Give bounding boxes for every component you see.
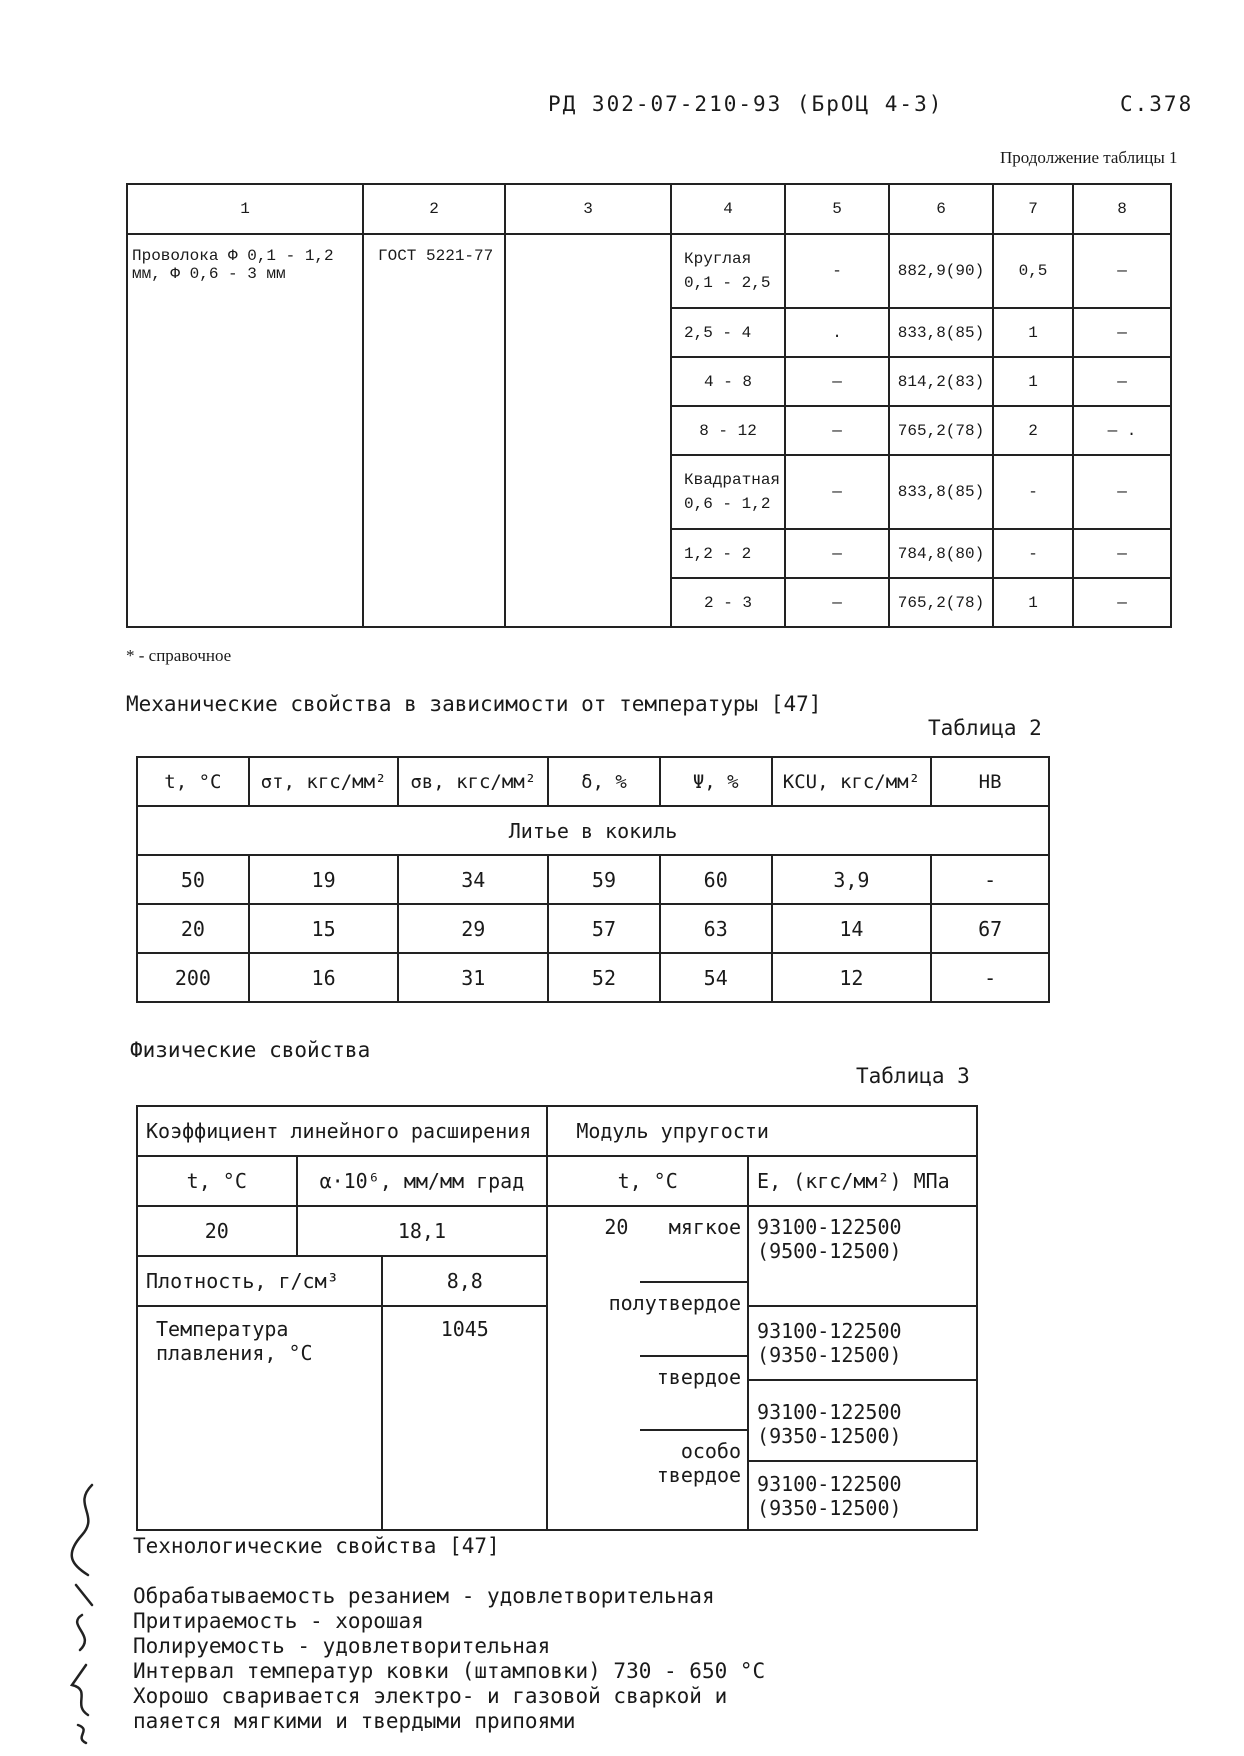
table1-cell: - bbox=[993, 455, 1073, 529]
table1-cell: 882,9(90) bbox=[889, 234, 993, 308]
table1-cell: - bbox=[993, 529, 1073, 578]
t-label: t, °С bbox=[137, 1156, 297, 1206]
table1-cell: 1 bbox=[993, 308, 1073, 357]
melting-value: 1045 bbox=[382, 1306, 547, 1530]
modulus-header: Модуль упругости bbox=[547, 1106, 977, 1156]
grade-value-kgf: (9500-12500) bbox=[757, 1239, 902, 1263]
grade-value: 93100-122500 bbox=[757, 1319, 902, 1343]
group-label: Литье в кокиль bbox=[137, 806, 1049, 855]
size-cell: Круглая 0,1 - 2,5 bbox=[671, 234, 785, 308]
table2-cell: 3,9 bbox=[772, 855, 932, 904]
size-cell: 2,5 - 4 bbox=[671, 308, 785, 357]
table1-header-row bbox=[127, 184, 1171, 234]
grade-value-cell bbox=[748, 1380, 977, 1530]
material-cell: Проволока Ф 0,1 - 1,2 мм, Ф 0,6 - 3 мм bbox=[127, 234, 363, 627]
t2-label: t, °С bbox=[547, 1156, 748, 1206]
table1-cell: - bbox=[785, 234, 889, 308]
grade-divider bbox=[640, 1355, 747, 1357]
handwritten-signature bbox=[52, 1475, 112, 1745]
table-row bbox=[137, 953, 1049, 1002]
grade-value-kgf: (9350-12500) bbox=[757, 1496, 902, 1520]
table1-cell: 814,2(83) bbox=[889, 357, 993, 406]
size-cell: 1,2 - 2 bbox=[671, 529, 785, 578]
table2-header-cell: НВ bbox=[931, 757, 1049, 806]
grade-label: твердое bbox=[656, 1365, 742, 1389]
t-value: 20 bbox=[137, 1206, 297, 1256]
table1-cell: 0,5 bbox=[993, 234, 1073, 308]
table-row bbox=[137, 1206, 977, 1256]
table2-cell: 15 bbox=[249, 904, 399, 953]
size-cell: 8 - 12 bbox=[671, 406, 785, 455]
table1-cell: 833,8(85) bbox=[889, 455, 993, 529]
table1-cell: 2 bbox=[993, 406, 1073, 455]
document-code: РД 302-07-210-93 (БрОЦ 4-3) bbox=[548, 92, 944, 116]
table1-cell: — bbox=[785, 357, 889, 406]
table3 bbox=[136, 1105, 978, 1531]
table2-caption: Таблица 2 bbox=[928, 716, 1042, 740]
grade-value: 93100-122500 bbox=[757, 1400, 902, 1424]
table2-header-cell: σв, кгс/мм² bbox=[398, 757, 548, 806]
tech-line: Хорошо сваривается электро- и газовой сваркой и bbox=[133, 1684, 728, 1708]
grade-value: 93100-122500 bbox=[757, 1215, 902, 1239]
table2-header-cell: KCU, кгс/мм² bbox=[772, 757, 932, 806]
table1-header-cell: 8 bbox=[1073, 184, 1171, 234]
table3-caption: Таблица 3 bbox=[856, 1064, 970, 1088]
table-row bbox=[137, 904, 1049, 953]
mech-section-title: Механические свойства в зависимости от температуры [47] bbox=[126, 692, 822, 716]
grade-label: полутвердое bbox=[608, 1291, 742, 1315]
size-cell: 2 - 3 bbox=[671, 578, 785, 627]
table1-cell: 1 bbox=[993, 357, 1073, 406]
density-value: 8,8 bbox=[382, 1256, 547, 1306]
empty-cell bbox=[505, 234, 671, 627]
e-label: Е, (кгс/мм²) МПа bbox=[748, 1156, 977, 1206]
tech-section-title: Технологические свойства [47] bbox=[133, 1534, 500, 1558]
table1-cell: 1 bbox=[993, 578, 1073, 627]
grade-value: 93100-122500 bbox=[757, 1472, 902, 1496]
grade-divider bbox=[640, 1281, 747, 1283]
table1-header-cell: 5 bbox=[785, 184, 889, 234]
table2-cell: 60 bbox=[660, 855, 772, 904]
table2-cell: 12 bbox=[772, 953, 932, 1002]
table1-cell: — bbox=[1073, 308, 1171, 357]
table1-footnote: * - справочное bbox=[126, 646, 232, 665]
table2-cell: 14 bbox=[772, 904, 932, 953]
table1-cell: — bbox=[785, 529, 889, 578]
tech-line: Притираемость - хорошая bbox=[133, 1609, 424, 1633]
table-row bbox=[127, 234, 1171, 308]
table1-cell: 784,8(80) bbox=[889, 529, 993, 578]
alpha-value: 18,1 bbox=[297, 1206, 548, 1256]
table2-cell: 19 bbox=[249, 855, 399, 904]
table1-cell: . bbox=[785, 308, 889, 357]
tech-line: Полируемость - удовлетворительная bbox=[133, 1634, 551, 1658]
table3-header-row bbox=[137, 1106, 977, 1156]
table2-cell: 200 bbox=[137, 953, 249, 1002]
melting-label: Температура плавления, °С bbox=[137, 1306, 382, 1530]
tech-properties bbox=[133, 1584, 765, 1734]
table2-cell: 34 bbox=[398, 855, 548, 904]
table1-header-cell: 4 bbox=[671, 184, 785, 234]
table1-header-cell: 3 bbox=[505, 184, 671, 234]
grade-value-kgf: (9350-12500) bbox=[757, 1424, 902, 1448]
table1 bbox=[126, 183, 1172, 628]
table2-cell: 59 bbox=[548, 855, 660, 904]
table2-cell: 52 bbox=[548, 953, 660, 1002]
grade-label: особо твердое bbox=[656, 1439, 742, 1487]
table1-continuation: Продолжение таблицы 1 bbox=[1000, 148, 1178, 167]
size-cell: 4 - 8 bbox=[671, 357, 785, 406]
table-row bbox=[137, 855, 1049, 904]
table1-cell: 765,2(78) bbox=[889, 578, 993, 627]
table2-cell: 20 bbox=[137, 904, 249, 953]
table1-header-cell: 2 bbox=[363, 184, 505, 234]
grade-value-kgf: (9350-12500) bbox=[757, 1343, 902, 1367]
table2-header-cell: Ψ, % bbox=[660, 757, 772, 806]
table1-cell: — bbox=[1073, 529, 1171, 578]
alpha-label: α·10⁶, мм/мм град bbox=[297, 1156, 548, 1206]
table2-cell: - bbox=[931, 953, 1049, 1002]
grade-value-cell bbox=[748, 1306, 977, 1380]
table2-header-cell: δ, % bbox=[548, 757, 660, 806]
table2 bbox=[136, 756, 1050, 1003]
tech-line: паяется мягкими и твердыми припоями bbox=[133, 1709, 576, 1733]
table1-cell: 833,8(85) bbox=[889, 308, 993, 357]
table2-cell: 57 bbox=[548, 904, 660, 953]
table3-subheader-row bbox=[137, 1156, 977, 1206]
grade-divider bbox=[640, 1429, 747, 1431]
standard-cell: ГОСТ 5221-77 bbox=[363, 234, 505, 627]
table1-cell: — bbox=[785, 455, 889, 529]
page-number: С.378 bbox=[1120, 92, 1194, 116]
table1-cell: — bbox=[1073, 578, 1171, 627]
table1-header-cell: 7 bbox=[993, 184, 1073, 234]
modulus-temp-cell bbox=[547, 1206, 748, 1530]
coef-header: Коэффициент линейного расширения bbox=[137, 1106, 547, 1156]
table2-cell: 50 bbox=[137, 855, 249, 904]
table2-cell: 63 bbox=[660, 904, 772, 953]
density-label: Плотность, г/см³ bbox=[137, 1256, 382, 1306]
table2-cell: 16 bbox=[249, 953, 399, 1002]
modulus-temp: 20 bbox=[604, 1215, 629, 1239]
table2-cell: 54 bbox=[660, 953, 772, 1002]
table1-cell: 765,2(78) bbox=[889, 406, 993, 455]
table1-cell: — bbox=[1073, 357, 1171, 406]
table1-header-cell: 1 bbox=[127, 184, 363, 234]
table2-cell: 67 bbox=[931, 904, 1049, 953]
grade-value-cell bbox=[748, 1206, 977, 1306]
table2-cell: - bbox=[931, 855, 1049, 904]
table2-cell: 29 bbox=[398, 904, 548, 953]
tech-line: Интервал температур ковки (штамповки) 730 - 650 °С bbox=[133, 1659, 766, 1683]
table1-cell: — . bbox=[1073, 406, 1171, 455]
phys-section-title: Физические свойства bbox=[130, 1038, 371, 1062]
table2-header-cell: t, °С bbox=[137, 757, 249, 806]
table1-cell: — bbox=[1073, 234, 1171, 308]
table1-cell: — bbox=[1073, 455, 1171, 529]
grade-label: мягкое bbox=[668, 1215, 742, 1239]
table1-cell: — bbox=[785, 578, 889, 627]
table1-cell: — bbox=[785, 406, 889, 455]
size-cell: Квадратная 0,6 - 1,2 bbox=[671, 455, 785, 529]
table1-header-cell: 6 bbox=[889, 184, 993, 234]
table2-header-cell: σт, кгс/мм² bbox=[249, 757, 399, 806]
table2-group-row bbox=[137, 806, 1049, 855]
table2-cell: 31 bbox=[398, 953, 548, 1002]
table2-header-row bbox=[137, 757, 1049, 806]
tech-line: Обрабатываемость резанием - удовлетворительная bbox=[133, 1584, 715, 1608]
